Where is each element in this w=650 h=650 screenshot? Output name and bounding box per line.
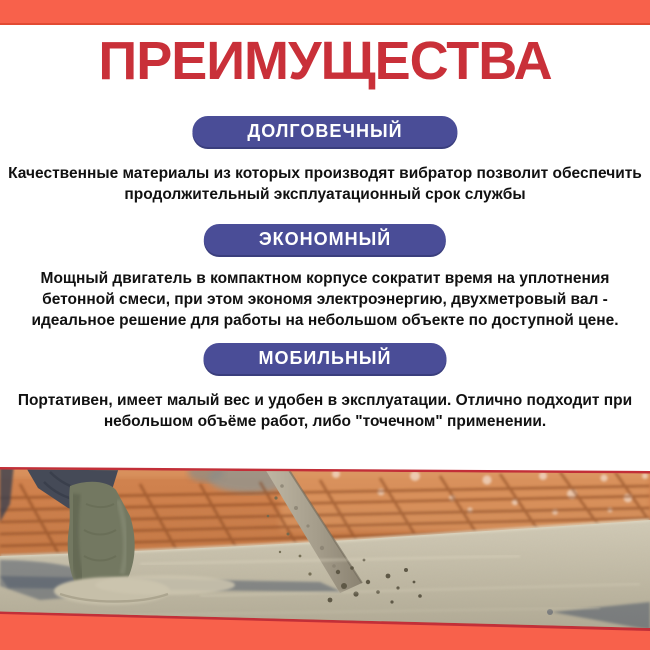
paragraph-mobile: [0, 390, 650, 432]
paragraph-durable: [0, 163, 650, 205]
paragraph-line: продолжительный эксплуатационный срок службы: [124, 186, 526, 203]
paragraph-line: Портативен, имеет малый вес и удобен в эксплуатации. Отлично подходит при: [17, 392, 633, 409]
page-title: ПРЕИМУЩЕСТВА: [98, 31, 552, 91]
paragraph-line: Мощный двигатель в компактном корпусе сократит время на уплотнения: [40, 270, 610, 287]
paragraph-line: Качественные материалы из которых производят вибратор позволит обеспечить: [8, 165, 642, 182]
paragraph-line: идеальное решение для работы на небольшом объекте по доступной цене.: [31, 312, 619, 329]
paragraph-line: небольшом объёме работ, либо "точечном" применении.: [103, 413, 547, 430]
badge-durable: ДОЛГОВЕЧНЫЙ: [192, 116, 457, 147]
badge-economical: ЭКОНОМНЫЙ: [204, 224, 446, 255]
photo-construction-worker: [0, 464, 650, 634]
top-orange-band: [0, 0, 650, 25]
concrete-vibrator-photo-illustration: [0, 464, 650, 634]
badge-mobile: МОБИЛЬНЫЙ: [204, 343, 447, 374]
paragraph-line: бетонной смеси, при этом экономя электроэнергию, двухметровый вал -: [42, 291, 608, 308]
paragraph-economical: [0, 268, 650, 331]
